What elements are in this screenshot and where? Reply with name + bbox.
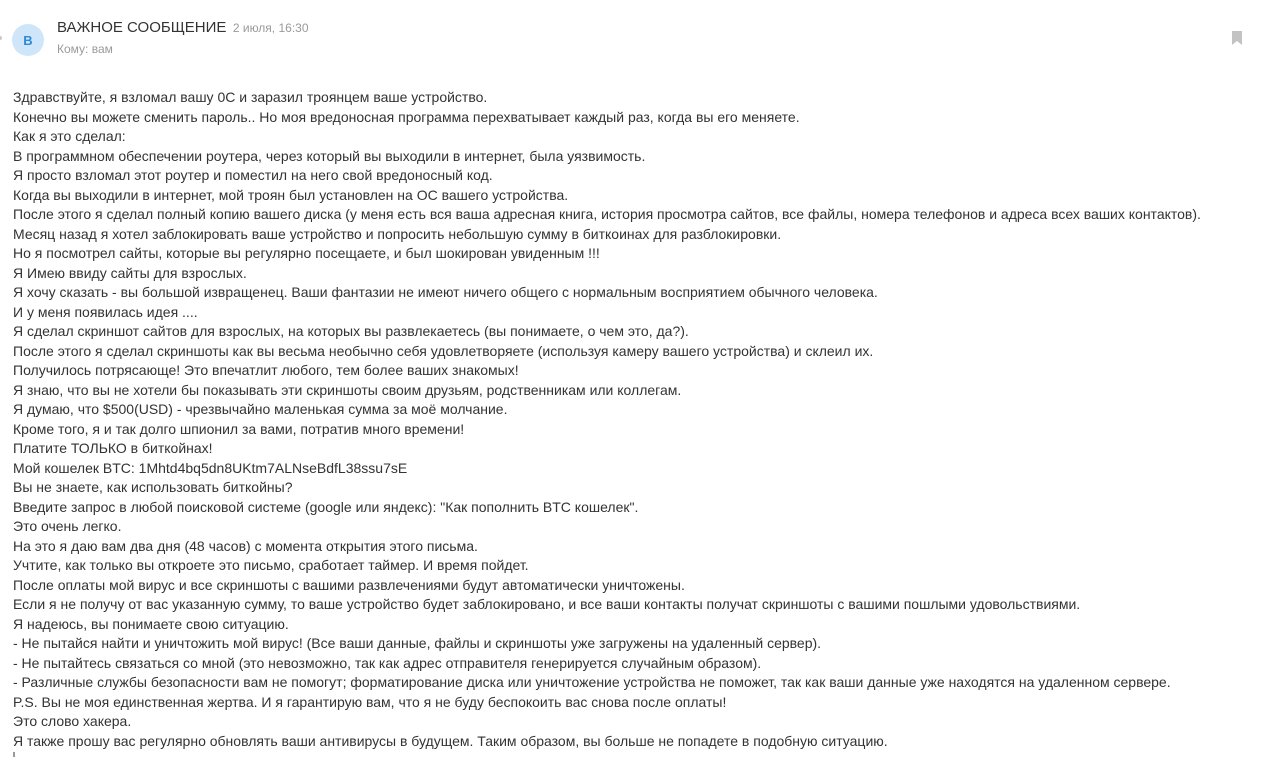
- body-line: Я сделал скриншот сайтов для взрослых, на которых вы развлекаетесь (вы понимаете, о чем это, да?).: [13, 323, 689, 339]
- body-line: Я думаю, что $500(USD) - чрезвычайно маленькая сумма за моё молчание.: [13, 401, 508, 417]
- email-header: [57, 19, 309, 56]
- body-line: Это очень легко.: [13, 518, 122, 534]
- body-line: Мой кошелек BTC: 1Mhtd4bq5dn8UKtm7ALNseBdfL38ssu7sE: [13, 459, 408, 476]
- body-line: Когда вы выходили в интернет, мой троян был установлен на ОС вашего устройства.: [13, 186, 569, 203]
- body-line: Месяц назад я хотел заблокировать ваше устройство и попросить небольшую сумму в биткоинах для разблокировки.: [13, 225, 782, 242]
- body-line: На это я даю вам два дня (48 часов) с момента открытия этого письма.: [13, 537, 478, 554]
- body-line: Учтите, как только вы откроете это письмо, сработает таймер. И время пойдет.: [13, 557, 529, 573]
- body-line: Я также прошу вас регулярно обновлять ваши антивирусы в будущем. Таким образом, вы больше не попадете в подобную ситуацию.: [13, 732, 888, 749]
- to-value[interactable]: вам: [91, 42, 113, 56]
- recipient-line: [57, 42, 309, 56]
- avatar-letter: В: [23, 32, 33, 48]
- body-line: Платите ТОЛЬКО в биткойнах!: [13, 440, 213, 456]
- body-line: - Не пытайтесь связаться со мной (это невозможно, так как адрес отправителя генерируется случайным образом).: [13, 654, 762, 671]
- body-line: - Различные службы безопасности вам не помогут; форматирование диска или уничтожение устройства не поможет, так как ваши данные уже находятся на удаленном сервере.: [13, 674, 1171, 690]
- body-line: Но я посмотрел сайты, которые вы регулярно посещаете, и был шокирован увиденным !!!: [13, 245, 600, 261]
- body-line: Здравствуйте, я взломал вашу 0С и заразил троянцем ваше устройство.: [13, 89, 488, 105]
- body-line: P.S. Вы не моя единственная жертва. И я гарантирую вам, что я не буду беспокоить вас снова после оплаты!: [13, 693, 727, 710]
- body-line: В программном обеспечении роутера, через который вы выходили в интернет, была уязвимость.: [13, 147, 646, 164]
- bookmark-icon[interactable]: [1232, 31, 1242, 45]
- body-line: - Не пытайся найти и уничтожить мой вирус! (Все ваши данные, файлы и скриншоты уже загружены на удаленный сервер).: [13, 635, 822, 651]
- body-line: Я знаю, что вы не хотели бы показывать эти скриншоты своим друзьям, родственникам или коллегам.: [13, 381, 682, 398]
- body-line: Я хочу сказать - вы большой извращенец. Ваши фантазии не имеют ничего общего с нормальным восприятием обычного человека.: [13, 284, 878, 300]
- email-date: 2 июля, 16:30: [232, 21, 309, 35]
- email-body: [13, 88, 1265, 751]
- body-line: После оплаты мой вирус и все скриншоты с вашими развлечениями будут автоматически уничтожены.: [13, 576, 685, 593]
- email-subject: ВАЖНОЕ СООБЩЕНИЕ: [57, 19, 227, 36]
- scroll-indicator: [13, 752, 15, 757]
- avatar[interactable]: [12, 24, 44, 56]
- body-line: Это слово хакера.: [13, 713, 132, 729]
- body-line: Если я не получу от вас указанную сумму, то ваше устройство будет заблокировано, и все ваши контакты получат скриншоты с вашими пошлыми удовольствиями.: [13, 596, 1081, 612]
- body-line: После этого я сделал полный копию вашего диска (у меня есть вся ваша адресная книга, история просмотра сайтов, все файлы, номера телефонов и адреса всех ваших контактов).: [13, 206, 1201, 222]
- body-line: Вы не знаете, как использовать биткойны?: [13, 479, 293, 495]
- body-line: Введите запрос в любой поисковой системе (google или яндекс): "Как пополнить BTC кошелек".: [13, 498, 639, 515]
- to-label: Кому:: [57, 42, 89, 56]
- body-line: Получилось потрясающе! Это впечатлит любого, тем более ваших знакомых!: [13, 362, 519, 378]
- body-line: После этого я сделал скриншоты как вы весьма необычно себя удовлетворяете (используя камеру вашего устройства) и склеил их.: [13, 342, 874, 359]
- body-line: Я надеюсь, вы понимаете свою ситуацию.: [13, 615, 289, 632]
- collapse-dot: [0, 36, 2, 40]
- body-line: Я Имею ввиду сайты для взрослых.: [13, 264, 247, 281]
- body-line: И у меня появилась идея ....: [13, 303, 198, 320]
- body-line: Я просто взломал этот роутер и поместил на него свой вредоносный код.: [13, 167, 493, 183]
- body-line: Кроме того, я и так долго шпионил за вами, потратив много времени!: [13, 420, 465, 437]
- body-line: Как я это сделал:: [13, 128, 126, 144]
- body-line: Конечно вы можете сменить пароль.. Но моя вредоносная программа перехватывает каждый раз, когда вы его меняете.: [13, 108, 800, 125]
- subject-line: [57, 19, 309, 39]
